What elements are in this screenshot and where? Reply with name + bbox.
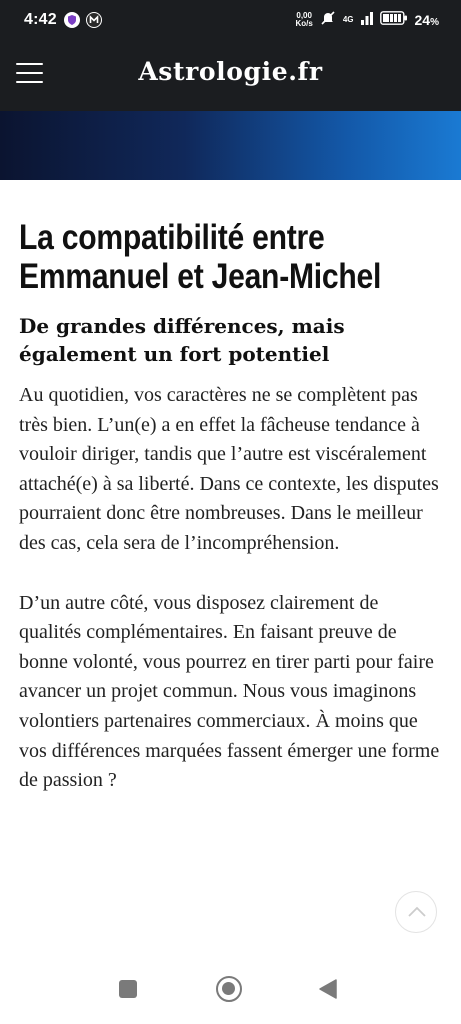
article-paragraph-2: D’un autre côté, vous disposez clairement de qualités complémentaires. En faisant preuve de bonne volonté, vous pourrez en tirer parti pour faire avancer un projet commun. Nous vous imaginons volontiers partenaires commerciaux. À moins que vos différences marquées fassent émerger une forme de passion ? — [19, 591, 440, 792]
net-speed-unit: Ko/s — [295, 19, 313, 28]
net-speed — [296, 12, 313, 28]
battery-level: 24 — [414, 12, 431, 28]
network-type: 4G — [342, 15, 354, 24]
article-title-line-2: Emmanuel et Jean-Michel — [19, 257, 382, 296]
article-subtitle-line-2: également un fort potentiel — [19, 342, 330, 366]
site-header — [0, 40, 461, 111]
article-title-line-1: La compatibilité entre — [19, 218, 325, 257]
triangle-back-icon[interactable] — [318, 978, 338, 1000]
status-bar — [0, 0, 461, 40]
signal-icon — [361, 11, 373, 30]
article-paragraph-1: Au quotidien, vos caractères ne se complètent pas très bien. L’un(e) a en effet la fâcheuse tendance à vouloir diriger, tandis que l’autre est viscéralement attaché(e) à sa liberté. Dans ce contexte, les disputes pourraient donc être nombreuses. Dans le meilleur des cas, cela sera de l’incompréhension. — [19, 384, 439, 554]
scroll-to-top-button[interactable] — [395, 891, 437, 933]
header-banner — [0, 111, 461, 180]
percent-sign: % — [430, 17, 439, 28]
battery-icon — [380, 11, 408, 30]
net-speed-value: 0,00 — [296, 11, 312, 20]
article-title — [19, 218, 444, 296]
square-recents-icon[interactable] — [119, 980, 137, 998]
m-app-icon — [86, 12, 102, 28]
article-subtitle — [19, 312, 449, 368]
circle-home-icon[interactable] — [216, 976, 242, 1002]
shield-app-icon — [64, 12, 80, 28]
status-time: 4:42 — [24, 11, 57, 28]
chevron-up-icon — [396, 892, 438, 934]
system-navigation-bar — [0, 960, 461, 1024]
article-subtitle-line-1: De grandes différences, mais — [19, 314, 345, 338]
article — [19, 218, 444, 796]
status-indicators — [296, 10, 440, 30]
site-logo-title[interactable]: Astrologie.fr — [138, 57, 323, 86]
mute-bell-icon — [320, 10, 336, 31]
battery-percent — [415, 12, 439, 28]
